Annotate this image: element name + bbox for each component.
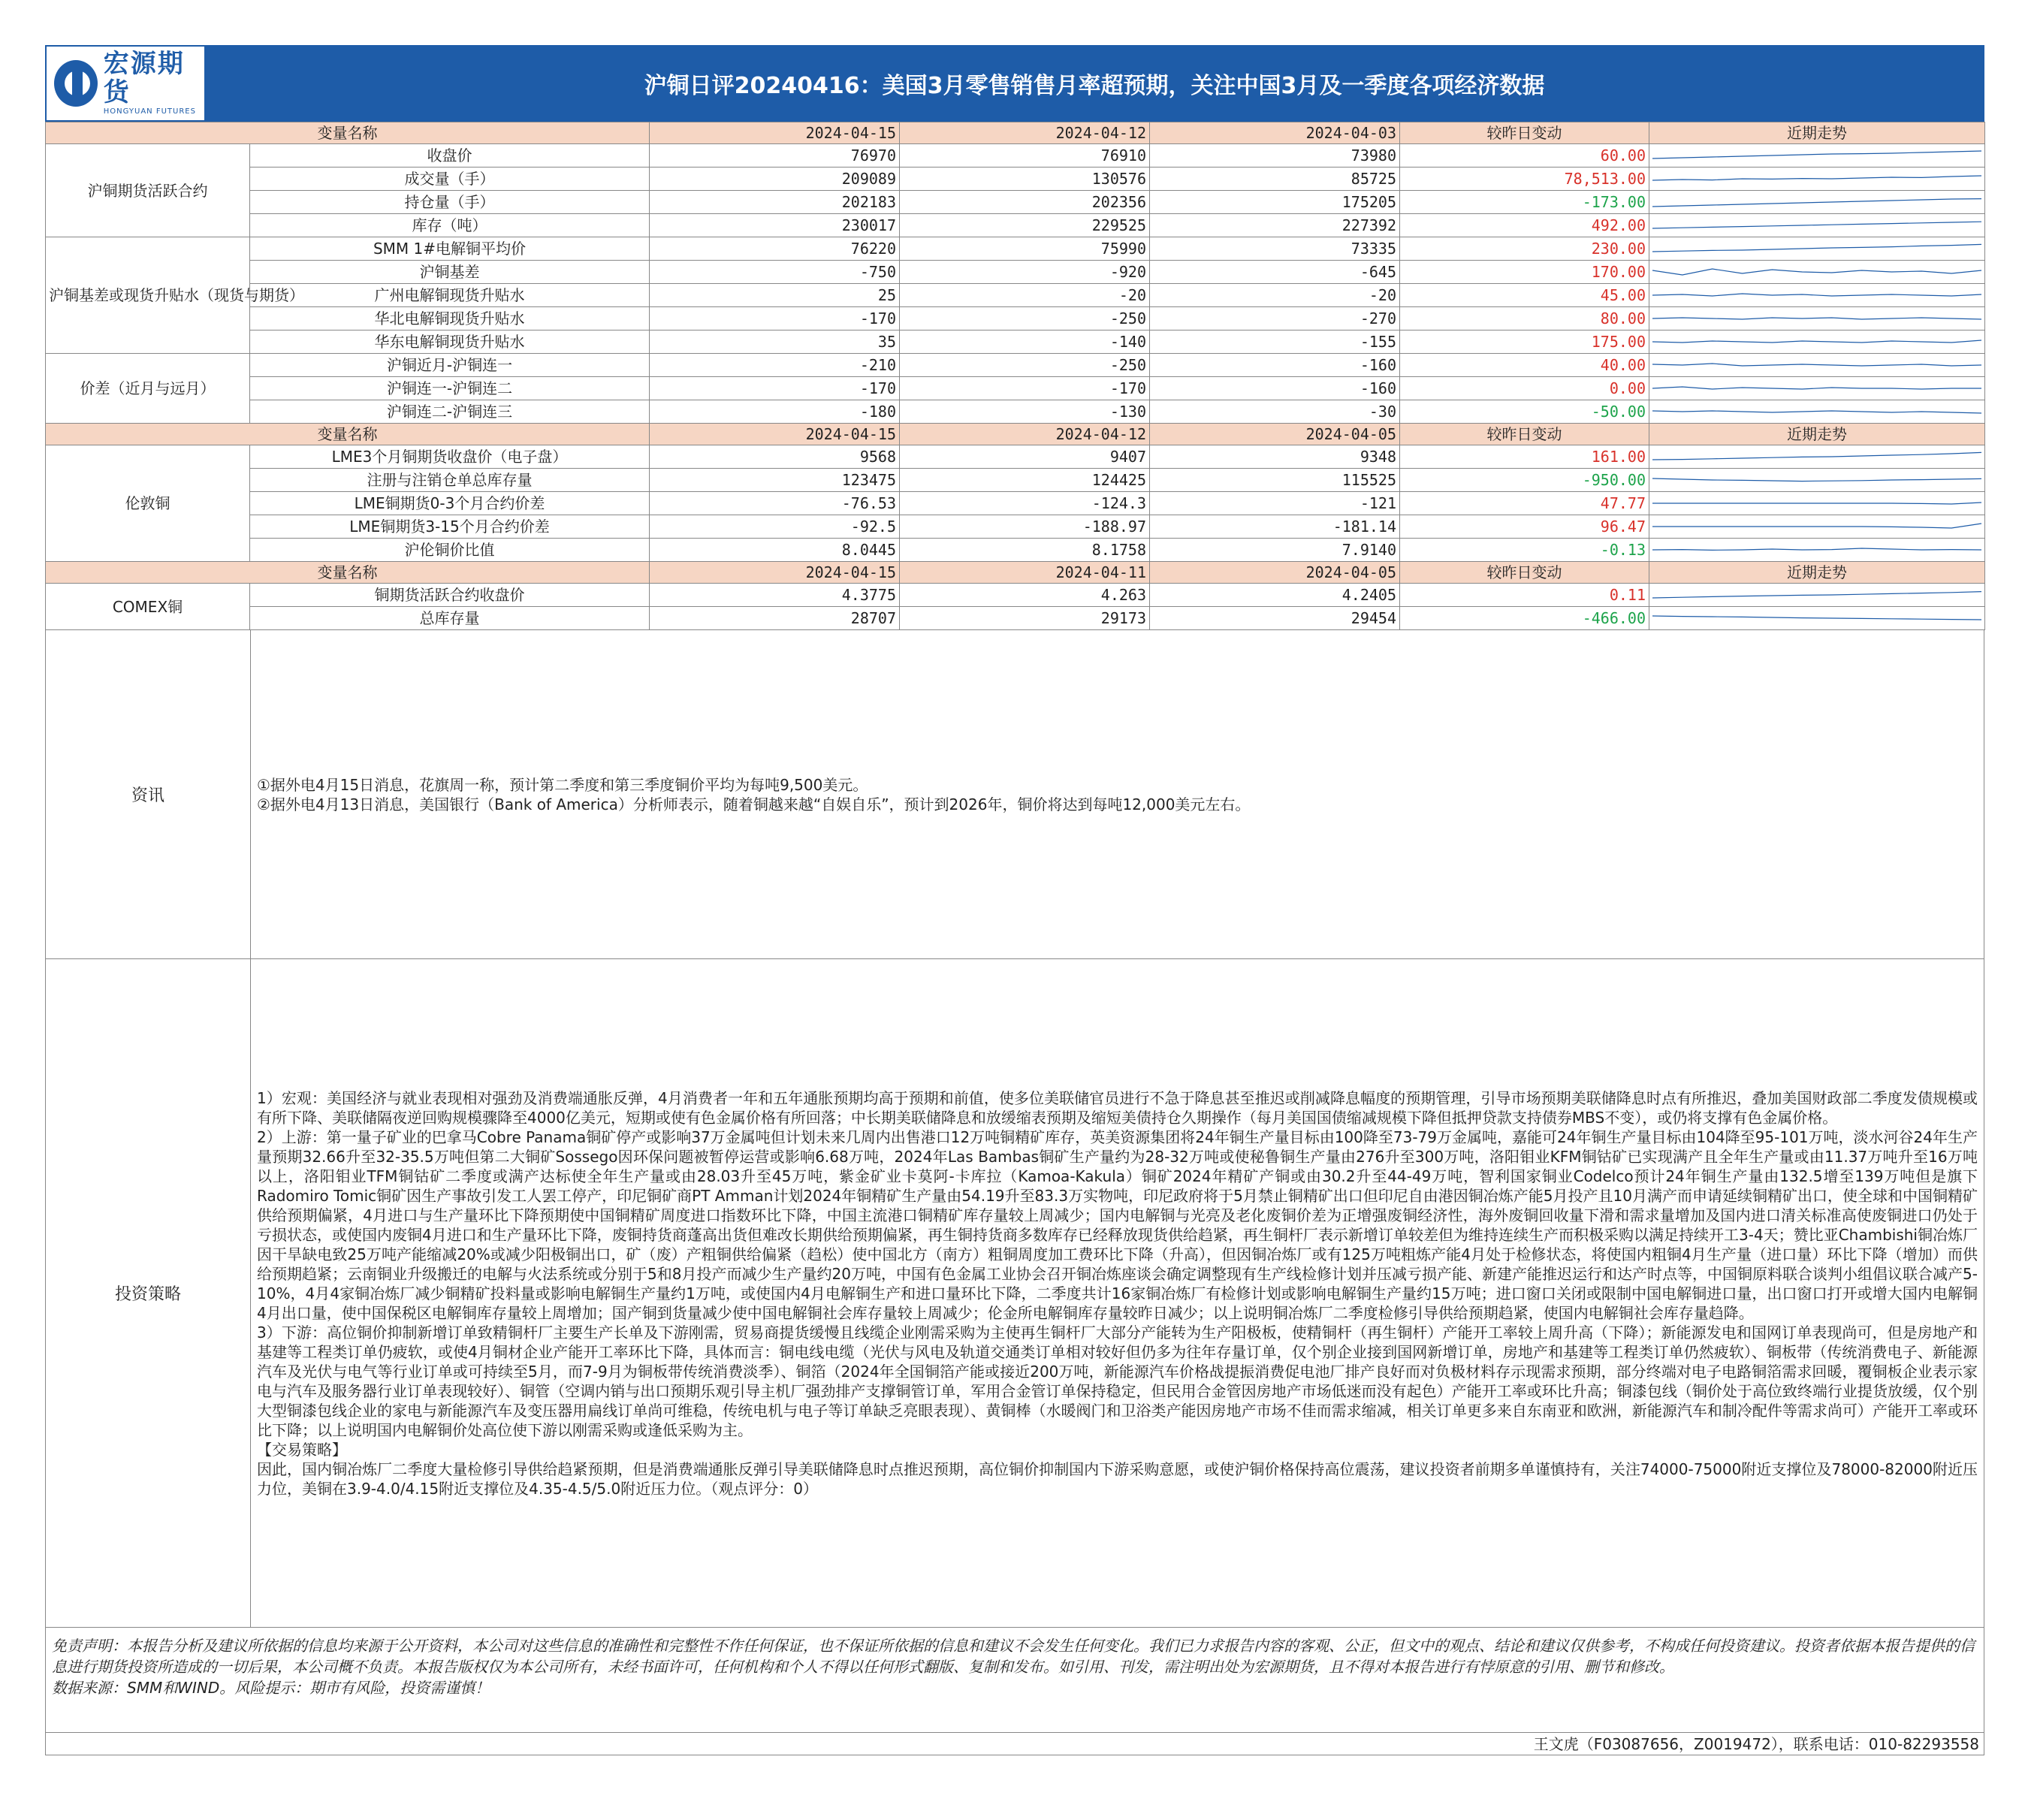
column-header: 2024-04-15 — [650, 122, 900, 144]
sparkline — [1652, 193, 1981, 211]
sparkline-path — [1652, 244, 1981, 252]
value-cell: -155 — [1150, 330, 1400, 354]
sparkline-cell — [1649, 469, 1985, 492]
sparkline-cell — [1649, 330, 1985, 354]
column-header: 近期走势 — [1649, 562, 1985, 584]
change-cell: 78,513.00 — [1400, 168, 1649, 191]
value-cell: -750 — [650, 261, 900, 284]
table-row — [46, 584, 1985, 607]
change-cell: 492.00 — [1400, 214, 1649, 237]
sparkline-cell — [1649, 377, 1985, 400]
column-header: 近期走势 — [1649, 122, 1985, 144]
column-header: 近期走势 — [1649, 424, 1985, 445]
value-cell: -130 — [900, 400, 1150, 424]
table-row — [46, 515, 1985, 539]
sparkline-cell — [1649, 584, 1985, 607]
variable-name: 沪铜基差 — [250, 261, 650, 284]
sparkline-cell — [1649, 237, 1985, 261]
value-cell: 76220 — [650, 237, 900, 261]
table-row — [46, 377, 1985, 400]
strategy-trade-title: 【交易策略】 — [257, 1440, 347, 1459]
table-row — [46, 469, 1985, 492]
value-cell: 29173 — [900, 607, 1150, 630]
sparkline-cell — [1649, 445, 1985, 469]
strategy-upstream: 2）上游：第一量子矿业的巴拿马Cobre Panama铜矿停产或影响37万金属吨但计划未来几周内出售港口12万吨铜精矿库存，英美资源集团将24年铜生产量目标由100降至73-79万金属吨，嘉能可24年铜生产量目标由104降至95-101万吨，淡水河谷24年生产量预期32.66升至32-35.5万吨但第二大铜矿Sossego因环保问题被暂停运营或影响6.68万吨，2024年Las Bambas铜矿生产量约为28-32万吨或使秘鲁铜生产量由276升至300万吨，洛阳钼业KFM铜钴矿已实现满产且全年生产量或由11.37万吨升至16万吨以上，洛阳钼业TFM铜钴矿二季度或满产达标使全年生产量或由28.03升至45万吨，紫金矿业卡莫阿-卡库拉（Kamoa-Kakula）铜矿2024年精矿产铜或由30.2升至44-49万吨，智利国家铜业Codelco预计24年铜生产量由132.5增至139万吨但是旗下Radomiro Tomic铜矿因生产事故引发工人罢工停产，印尼铜矿商PT Amman计划2024年铜精矿生产量由54.19升至83.3万实物吨，印尼政府将于5月禁止铜精矿出口但印尼自由港因铜冶炼产能5月投产且10月满产而申请延续铜精矿出口，使全球和中国铜精矿供给预期偏紧，4月进口与生产量环比下降预期使中国铜精矿周度进口指数环比下降，中国主流港口铜精矿库存量较上周减少；国内电解铜与光亮及老化废铜价差为正增强废铜经济性，海外废铜回收量下滑和需求量增加及国内进口清关标准高使废铜进口仍处于亏损状态，或使国内废铜4月进口和生产量环比下降，废铜持货商蓬高出货但难改长期供给预期偏紧，再生铜持货商多数库存已经释放现货供给趋紧，再生铜杆厂表示新增订单较差但为维持连续生产而积极采购以满足持续开工3-4天；赞比亚Chambishi铜冶炼厂因干旱缺电致25万吨产能缩减20%或减少阳极铜出口，矿（废）产粗铜供给偏紧（趋松）使中国北方（南方）粗铜周度加工费环比下降（升高），但因铜冶炼厂或有125万吨粗炼产能4月处于检修状态，将使国内粗铜4月生产量（进口量）环比下降（增加）而供给预期趋紧；云南铜业升级搬迁的电解与火法系统或分别于5和8月投产而减少生产量约20万吨，中国有色金属工业协会召开铜冶炼座谈会确定调整现有生产线检修计划并压减亏损产能、新建产能推迟运行和达产时点等，中国铜原料联合谈判小组倡议联合减产5-10%，4月4家铜冶炼厂减少铜精矿投料量或影响电解铜生产量约1万吨，或使国内4月电解铜生产和进口量环比下降，二季度共计16家铜冶炼厂有检修计划或影响电解铜生产量约15万吨；进口窗口关闭或限制中国电解铜进口量，出口窗口打开或增大国内电解铜4月出口量，使中国保税区电解铜库存量较上周增加；国产铜到货量减少使中国电解铜社会库存量较上周减少；伦金所电解铜库存量较昨日减少；以上说明铜冶炼厂二季度检修引导供给预期趋紧，使国内电解铜社会库存量趋降。 — [257, 1127, 1978, 1322]
value-cell: -188.97 — [900, 515, 1150, 539]
column-header: 2024-04-05 — [1150, 424, 1400, 445]
value-cell: 124425 — [900, 469, 1150, 492]
sparkline-cell — [1649, 539, 1985, 562]
column-header: 变量名称 — [46, 562, 650, 584]
value-cell: 123475 — [650, 469, 900, 492]
value-cell: -270 — [1150, 307, 1400, 330]
column-header: 2024-04-11 — [900, 562, 1150, 584]
sparkline-cell — [1649, 191, 1985, 214]
value-cell: -645 — [1150, 261, 1400, 284]
table-row — [46, 539, 1985, 562]
sparkline — [1652, 333, 1981, 351]
sparkline — [1652, 286, 1981, 304]
variable-name: 铜期货活跃合约收盘价 — [250, 584, 650, 607]
sparkline-path — [1652, 294, 1981, 296]
strategy-trade: 因此，国内铜冶炼厂二季度大量检修引导供给趋紧预期，但是消费端通胀反弹引导美联储降息时点推迟预期，高位铜价抑制国内下游采购意愿，或使沪铜价格保持高位震荡，建议投资者前期多单谨慎持有，关注74000-75000附近支撑位及78000-82000附近压力位，美铜在3.9-4.0/4.15附近支撑位及4.35-4.5/5.0附近压力位。（观点评分：0） — [257, 1459, 1978, 1498]
column-header: 2024-04-12 — [900, 424, 1150, 445]
strategy-label: 投资策略 — [46, 959, 251, 1627]
value-cell: 8.1758 — [900, 539, 1150, 562]
change-cell: -466.00 — [1400, 607, 1649, 630]
value-cell: 76970 — [650, 144, 900, 168]
sparkline — [1652, 263, 1981, 281]
value-cell: 130576 — [900, 168, 1150, 191]
value-cell: 4.263 — [900, 584, 1150, 607]
value-cell: -124.3 — [900, 492, 1150, 515]
value-cell: 7.9140 — [1150, 539, 1400, 562]
value-cell: 35 — [650, 330, 900, 354]
section-header-row — [46, 122, 1985, 144]
value-cell: -920 — [900, 261, 1150, 284]
company-logo — [47, 47, 206, 120]
sparkline — [1652, 356, 1981, 374]
change-cell: -50.00 — [1400, 400, 1649, 424]
change-cell: 0.00 — [1400, 377, 1649, 400]
value-cell: 230017 — [650, 214, 900, 237]
value-cell: -140 — [900, 330, 1150, 354]
value-cell: -210 — [650, 354, 900, 377]
group-label: 沪铜基差或现货升贴水（现货与期货） — [46, 237, 250, 354]
value-cell: -160 — [1150, 354, 1400, 377]
section-header-row — [46, 424, 1985, 445]
table-row — [46, 307, 1985, 330]
table-row — [46, 607, 1985, 630]
logo-en: HONGYUAN FUTURES — [103, 107, 196, 116]
variable-name: 华东电解铜现货升贴水 — [250, 330, 650, 354]
value-cell: 73980 — [1150, 144, 1400, 168]
value-cell: 8.0445 — [650, 539, 900, 562]
column-header: 2024-04-15 — [650, 424, 900, 445]
column-header: 较昨日变动 — [1400, 562, 1649, 584]
sparkline — [1652, 518, 1981, 536]
sparkline-path — [1652, 503, 1981, 504]
sparkline-path — [1652, 592, 1981, 598]
column-header: 变量名称 — [46, 424, 650, 445]
value-cell: -30 — [1150, 400, 1400, 424]
change-cell: 45.00 — [1400, 284, 1649, 307]
report-header — [45, 45, 1984, 122]
change-cell: 47.77 — [1400, 492, 1649, 515]
sparkline — [1652, 146, 1981, 164]
value-cell: 115525 — [1150, 469, 1400, 492]
value-cell: 175205 — [1150, 191, 1400, 214]
sparkline — [1652, 586, 1981, 604]
change-cell: 40.00 — [1400, 354, 1649, 377]
value-cell: 4.3775 — [650, 584, 900, 607]
value-cell: 9348 — [1150, 445, 1400, 469]
table-row — [46, 400, 1985, 424]
value-cell: -121 — [1150, 492, 1400, 515]
sparkline-path — [1652, 176, 1981, 180]
column-header: 2024-04-15 — [650, 562, 900, 584]
sparkline-path — [1652, 524, 1981, 528]
disclaimer — [45, 1628, 1984, 1733]
value-cell: 85725 — [1150, 168, 1400, 191]
table-row — [46, 168, 1985, 191]
value-cell: 29454 — [1150, 607, 1400, 630]
sparkline-cell — [1649, 284, 1985, 307]
sparkline-path — [1652, 199, 1981, 207]
sparkline-cell — [1649, 354, 1985, 377]
sparkline-path — [1652, 151, 1981, 158]
sparkline-path — [1652, 548, 1981, 550]
sparkline-cell — [1649, 307, 1985, 330]
strategy-downstream: 3）下游：高位铜价抑制新增订单致精铜杆厂主要生产长单及下游刚需，贸易商提货缓慢且线缆企业刚需采购为主使再生铜杆厂大部分产能转为生产阳极板，使精铜杆（再生铜杆）产能开工率较上周升高（下降）；新能源发电和国网订单表现尚可，但是房地产和基建等工程类订单仍疲软，或使4月铜材企业产能开工率环比下降，具体而言：铜电线电缆（光伏与风电及轨道交通类订单相对较好但仍多为往年存量订单，仅个别企业接到国网新增订单，房地产和基建等工程类订单仍然疲软）、铜板带（传统消费电子、新能源汽车及光伏与电气等行业订单或可持续至5月，而7-9月为铜板带传统消费淡季）、铜箔（2024年全国铜箔产能或接近200万吨，新能源汽车价格战提振消费促电池厂排产良好而对负极材料存示现需求预期，部分终端对电子电路铜箔需求回暖，覆铜板企业表示家电与汽车及服务器行业订单表现较好）、铜管（空调内销与出口预期乐观引导主机厂强劲排产支撑铜管订单，军用合金管订单保持稳定，但民用合金管因房地产市场低迷而没有起色）产能开工率或环比升高；铜漆包线（铜价处于高位致终端行业提货放缓，仅个别大型铜漆包线企业的家电与新能源汽车及变压器用扁线订单尚可维稳，传统电机与电子等订单缺乏亮眼表现）、黄铜棒（水暖阀门和卫浴类产能因房地产市场不佳而需求缩减，相关订单更多来自东南亚和欧洲，新能源汽车和制冷配件等需求尚可）产能开工率或环比下降；以上说明国内电解铜价处高位使下游以刚需采购或逢低采购为主。 — [257, 1323, 1978, 1439]
change-cell: -950.00 — [1400, 469, 1649, 492]
change-cell: -173.00 — [1400, 191, 1649, 214]
sparkline-path — [1652, 387, 1981, 389]
change-cell: 230.00 — [1400, 237, 1649, 261]
value-cell: 9568 — [650, 445, 900, 469]
table-row — [46, 492, 1985, 515]
report-frame — [45, 45, 1984, 1755]
sparkline-cell — [1649, 214, 1985, 237]
value-cell: -20 — [1150, 284, 1400, 307]
sparkline-path — [1652, 318, 1981, 319]
sparkline-path — [1652, 269, 1981, 275]
value-cell: 25 — [650, 284, 900, 307]
table-row — [46, 214, 1985, 237]
logo-mark-icon — [54, 60, 98, 107]
change-cell: -0.13 — [1400, 539, 1649, 562]
change-cell: 80.00 — [1400, 307, 1649, 330]
value-cell: -20 — [900, 284, 1150, 307]
change-cell: 161.00 — [1400, 445, 1649, 469]
news-item: ②据外电4月13日消息，美国银行（Bank of America）分析师表示，随着铜越来越“自娱自乐”，预计到2026年，铜价将达到每吨12,000美元左右。 — [257, 795, 1251, 813]
variable-name: LME铜期货3-15个月合约价差 — [250, 515, 650, 539]
value-cell: 28707 — [650, 607, 900, 630]
news-label: 资讯 — [46, 630, 251, 958]
value-cell: -170 — [650, 307, 900, 330]
table-row — [46, 284, 1985, 307]
sparkline — [1652, 309, 1981, 327]
data-table — [45, 122, 1985, 630]
group-label: 伦敦铜 — [46, 445, 250, 562]
sparkline — [1652, 170, 1981, 188]
value-cell: 202356 — [900, 191, 1150, 214]
sparkline-cell — [1649, 168, 1985, 191]
value-cell: 9407 — [900, 445, 1150, 469]
table-row — [46, 191, 1985, 214]
value-cell: 73335 — [1150, 237, 1400, 261]
variable-name: LME铜期货0-3个月合约价差 — [250, 492, 650, 515]
column-header: 2024-04-05 — [1150, 562, 1400, 584]
group-label: 沪铜期货活跃合约 — [46, 144, 250, 237]
sparkline-path — [1652, 452, 1981, 460]
author-line: 王文虎（F03087656，Z0019472），联系电话：010-82293558 — [45, 1733, 1984, 1755]
data-source: 数据来源：SMM和WIND。风险提示：期市有风险，投资需谨慎！ — [52, 1679, 490, 1697]
sparkline-path — [1652, 340, 1981, 343]
value-cell: 209089 — [650, 168, 900, 191]
table-row — [46, 261, 1985, 284]
sparkline — [1652, 494, 1981, 512]
variable-name: 华北电解铜现货升贴水 — [250, 307, 650, 330]
news-item: ①据外电4月15日消息，花旗周一称，预计第二季度和第三季度铜价平均为每吨9,500美元。 — [257, 775, 868, 794]
table-row — [46, 354, 1985, 377]
sparkline — [1652, 216, 1981, 234]
value-cell: -170 — [900, 377, 1150, 400]
news-section — [45, 630, 1984, 959]
value-cell: -250 — [900, 307, 1150, 330]
group-label: COMEX铜 — [46, 584, 250, 630]
value-cell: -180 — [650, 400, 900, 424]
variable-name: 持仓量（手） — [250, 191, 650, 214]
table-row — [46, 330, 1985, 354]
variable-name: 沪铜连二-沪铜连三 — [250, 400, 650, 424]
sparkline-cell — [1649, 515, 1985, 539]
disclaimer-text: 免责声明：本报告分析及建议所依据的信息均来源于公开资料，本公司对这些信息的准确性和完整性不作任何保证，也不保证所依据的信息和建议不会发生任何变化。我们已力求报告内容的客观、公正，但文中的观点、结论和建议仅供参考，不构成任何投资建议。投资者依据本报告提供的信息进行期货投资所造成的一切后果，本公司概不负责。本报告版权仅为本公司所有，未经书面许可，任何机构和个人不得以任何形式翻版、复制和发布。如引用、刊发，需注明出处为宏源期货，且不得对本报告进行有悖原意的引用、删节和修改。 — [52, 1637, 1975, 1676]
value-cell: -181.14 — [1150, 515, 1400, 539]
table-row — [46, 144, 1985, 168]
column-header: 较昨日变动 — [1400, 424, 1649, 445]
column-header: 2024-04-03 — [1150, 122, 1400, 144]
change-cell: 170.00 — [1400, 261, 1649, 284]
column-header: 变量名称 — [46, 122, 650, 144]
column-header: 2024-04-12 — [900, 122, 1150, 144]
sparkline-cell — [1649, 144, 1985, 168]
strategy-macro: 1）宏观：美国经济与就业表现相对强劲及消费端通胀反弹，4月消费者一年和五年通胀预期均高于预期和前值，使多位美联储官员进行不急于降息甚至推迟或削减降息幅度的预期管理，引导市场预期美联储降息时点有所推迟，叠加美国财政部二季度发债规模或有所下降、美联储隔夜逆回购规模骤降至4000亿美元，短期或使有色金属价格有所回落；中长期美联储降息和放缓缩表预期及缩短美债持仓久期操作（每月美国国债缩减规模下降但抵押贷款支持债券MBS不变），或仍将支撑有色金属价格。 — [257, 1088, 1978, 1127]
table-row — [46, 445, 1985, 469]
value-cell: -160 — [1150, 377, 1400, 400]
sparkline — [1652, 471, 1981, 489]
variable-name: 沪铜连一-沪铜连二 — [250, 377, 650, 400]
sparkline-path — [1652, 478, 1981, 481]
sparkline — [1652, 448, 1981, 466]
group-label: 价差（近月与远月） — [46, 354, 250, 424]
variable-name: 总库存量 — [250, 607, 650, 630]
sparkline-path — [1652, 411, 1981, 413]
section-header-row — [46, 562, 1985, 584]
sparkline-cell — [1649, 607, 1985, 630]
sparkline-path — [1652, 222, 1981, 228]
table-row — [46, 237, 1985, 261]
value-cell: 202183 — [650, 191, 900, 214]
sparkline-cell — [1649, 261, 1985, 284]
value-cell: -170 — [650, 377, 900, 400]
sparkline — [1652, 609, 1981, 627]
variable-name: 库存（吨） — [250, 214, 650, 237]
value-cell: -92.5 — [650, 515, 900, 539]
sparkline — [1652, 403, 1981, 421]
sparkline — [1652, 541, 1981, 559]
variable-name: SMM 1#电解铜平均价 — [250, 237, 650, 261]
logo-cn: 宏源期货 — [103, 49, 185, 107]
sparkline — [1652, 379, 1981, 397]
sparkline-cell — [1649, 400, 1985, 424]
variable-name: 成交量（手） — [250, 168, 650, 191]
variable-name: 注册与注销仓单总库存量 — [250, 469, 650, 492]
sparkline-path — [1652, 616, 1981, 620]
column-header: 较昨日变动 — [1400, 122, 1649, 144]
sparkline-path — [1652, 364, 1981, 366]
variable-name: LME3个月铜期货收盘价（电子盘） — [250, 445, 650, 469]
variable-name: 广州电解铜现货升贴水 — [250, 284, 650, 307]
sparkline-cell — [1649, 492, 1985, 515]
change-cell: 0.11 — [1400, 584, 1649, 607]
strategy-section — [45, 959, 1984, 1628]
value-cell: -76.53 — [650, 492, 900, 515]
variable-name: 沪铜近月-沪铜连一 — [250, 354, 650, 377]
value-cell: -250 — [900, 354, 1150, 377]
change-cell: 96.47 — [1400, 515, 1649, 539]
variable-name: 沪伦铜价比值 — [250, 539, 650, 562]
value-cell: 4.2405 — [1150, 584, 1400, 607]
change-cell: 175.00 — [1400, 330, 1649, 354]
value-cell: 76910 — [900, 144, 1150, 168]
value-cell: 75990 — [900, 237, 1150, 261]
report-title: 沪铜日评20240416：美国3月零售销售月率超预期，关注中国3月及一季度各项经济数据 — [206, 47, 1983, 120]
variable-name: 收盘价 — [250, 144, 650, 168]
sparkline — [1652, 240, 1981, 258]
value-cell: 227392 — [1150, 214, 1400, 237]
change-cell: 60.00 — [1400, 144, 1649, 168]
value-cell: 229525 — [900, 214, 1150, 237]
